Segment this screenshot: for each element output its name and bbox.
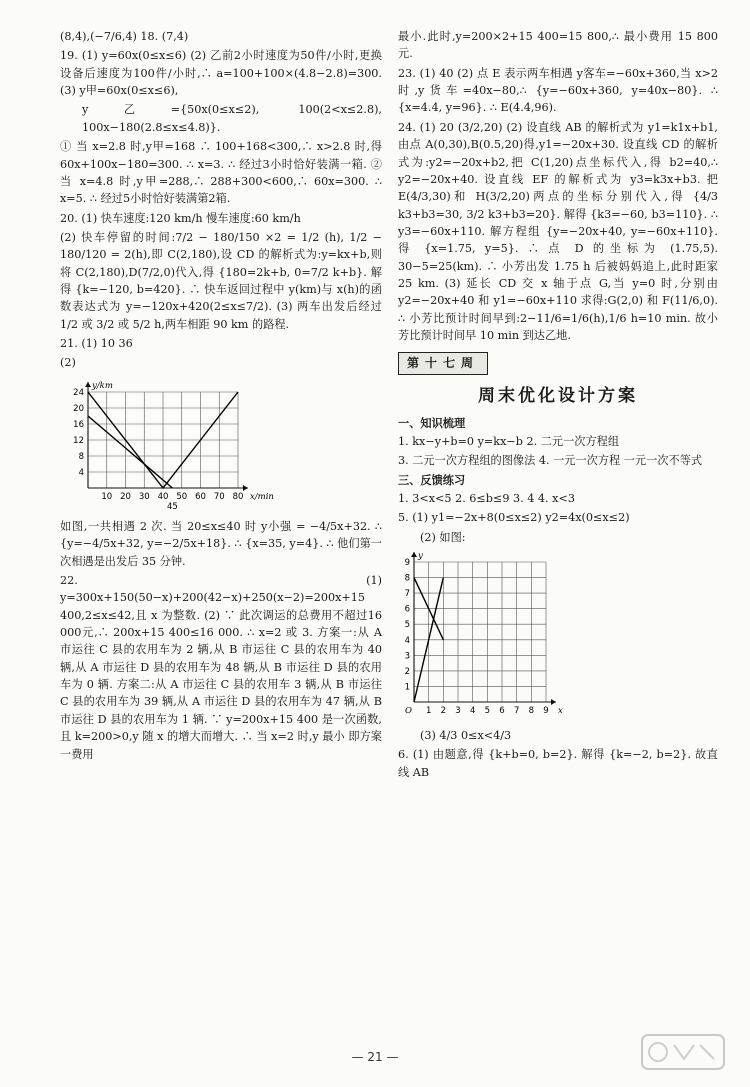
x-tick-label: 8 (528, 705, 535, 716)
left-column (60, 28, 382, 765)
y-tick-label: 12 (73, 435, 84, 446)
y-axis-label: y/km (92, 380, 113, 391)
answer-20-part2: (2) 快车停留的时间:7/2 − 180/150 ×2 = 1/2 (h), 1/2 − 180/120 = 2(h),即 C(2,180),设 CD 的解析式为:y=kx+b,则将 C(2,180),D(7/2,0)代入,得 {180=2k+b, 0=7/2 k+b}. 解得 {k=−120, b=420}. ∴ 快车返回过程中 y(km)与 x(h)的函数表达式为 y=−120x+420(2≤x≤7/2). (3) 两车出发后经过 1/2 或 3/2 或 5/2 h,两车相距 90 km 的路程. (60, 230, 382, 331)
section-knowledge: 一、知识梳理 (398, 417, 466, 431)
y-axis-arrow-icon (411, 552, 417, 557)
knowledge-1-2: 1. kx−y+b=0 y=kx−b 2. 二元一次方程组 (398, 434, 620, 448)
x-tick-label: 1 (425, 705, 432, 716)
watermark-logo-icon (640, 1031, 726, 1073)
answer-19-part1: 19. (1) y=60x(0≤x≤6) (2) 乙前2小时速度为50件/小时,更换设备后速度为100件/小时,∴ a=100+100×(4.8−2.8)=300. (3) y甲=60x(0≤x≤6), (60, 49, 382, 98)
answer-23: 23. (1) 40 (2) 点 E 表示两车相遇 y客车=−60x+360,当 x>2 时,y货车=40x−80,∴ {y=−60x+360, y=40x−80}. ∴ {x=4.4, y=96}. ∴ E(4.4,96). (398, 66, 718, 115)
y-axis-arrow-icon (85, 382, 91, 387)
y-tick-label: 24 (73, 387, 84, 398)
x-tick-label: 7 (513, 705, 520, 716)
section-feedback: 三、反馈练习 (398, 474, 466, 488)
y-tick-label: 3 (404, 651, 410, 662)
y-tick-label: 8 (404, 573, 410, 584)
linear-functions-chart (398, 548, 568, 723)
x-axis-label: x (558, 705, 563, 716)
week-title: 周末优化设计方案 (478, 386, 638, 407)
x-axis-label: x/min (250, 491, 274, 502)
feedback-6: 6. (1) 由题意,得 {k+b=0, b=2}. 解得 {k=−2, b=2}. 故直线 AB (398, 748, 718, 779)
y-tick-label: 8 (78, 451, 84, 462)
answer-20-part1: 20. (1) 快车速度:120 km/h 慢车速度:60 km/h (60, 211, 301, 225)
x-tick-label: 5 (484, 705, 491, 716)
answer-22: 22. (1) y=300x+150(50−x)+200(42−x)+250(x−2)=200x+15 400,2≤x≤42,且 x 为整数. (2) ∵ 此次调运的总费用不超过16 000元,∴ 200x+15 400≤16 000. ∴ x=2 或 3. 方案一:从 A 市运往 C 县的农用车为 2 辆,从 B 市运往 C 县的农用车为 40 辆,从 A 市运往 D 县的农用车为 48 辆,从 B 市运往 D 县的农用车为 0 辆. 方案二:从 A 市运往 C 县的农用车 3 辆,从 B 市运往 C 县的农用车为 39 辆,从 A 市运往 D 县的农用车为 47 辆,从 B 市运往 D 县的农用车为 1 辆. ∵ y=200x+15 400 是一次函数,且 k=200>0,y 随 x 的增大而增大. ∴ 当 x=2 时,y 最小 即方案一费用 (60, 573, 382, 761)
x-axis-arrow-icon (551, 699, 556, 705)
origin-label: O (405, 705, 412, 716)
y-tick-label: 1 (404, 682, 410, 693)
x-tick-label: 70 (213, 491, 225, 502)
answer-21-part3: 如图,一共相遇 2 次. 当 20≤x≤40 时 y小强 = −4/5x+32. ∴ {y=−4/5x+32, y=−2/5x+18}. ∴ {x=35, y=4}. ∴ 他们第一次相遇是出发后 35 分钟. (60, 519, 382, 568)
y-tick-label: 2 (404, 666, 410, 677)
y-tick-label: 16 (73, 419, 84, 430)
x-tick-label: 10 (101, 491, 113, 502)
answer-17-18: (8,4),(−7/6,4) 18. (7,4) (60, 30, 189, 43)
x-tick-label: 50 (176, 491, 188, 502)
feedback-5-part1: 5. (1) y1=−2x+8(0≤x≤2) y2=4x(0≤x≤2) (398, 511, 630, 525)
y-tick-label: 6 (404, 604, 410, 615)
feedback-5-part3: (3) 4/3 0≤x<4/3 (420, 728, 512, 742)
x-extra-label: 45 (166, 501, 178, 512)
x-tick-label: 60 (195, 491, 206, 502)
series-line (88, 416, 172, 488)
y-axis-label: y (418, 550, 423, 561)
page-number: — 21 — (351, 1050, 399, 1064)
right-column (398, 28, 718, 783)
y-tick-label: 4 (78, 467, 84, 478)
distance-time-chart (60, 374, 274, 514)
x-tick-label: 80 (232, 491, 244, 502)
feedback-1-4: 1. 3<x<5 2. 6≤b≤9 3. 4 4. x<3 (398, 491, 575, 505)
x-tick-label: 20 (120, 491, 131, 502)
x-tick-label: 40 (157, 491, 169, 502)
answer-19-part2: ① 当 x=2.8 时,y甲=168 ∴ 100+168<300,∴ x>2.8 时,得 60x+100x−180=300. ∴ x=3. ∴ 经过3小时恰好装满一箱. ② 当 x=4.8 时,y甲=288,∴ 288+300<600,∴ 60x=300. ∴ x=5. ∴ 经过5小时恰好装满第2箱. (60, 140, 382, 206)
answer-19-piecewise: y乙={50x(0≤x≤2), 100(2<x≤2.8), 100x−180(2.8≤x≤4.8)}. (82, 103, 382, 134)
y-tick-label: 9 (404, 557, 410, 568)
y-tick-label: 7 (404, 589, 410, 600)
x-axis-arrow-icon (243, 485, 248, 491)
x-tick-label: 3 (455, 705, 461, 716)
y-tick-label: 5 (404, 620, 410, 631)
answer-24: 24. (1) 20 (3/2,20) (2) 设直线 AB 的解析式为 y1=k1x+b1,由点 A(0,30),B(0.5,20)得,y1=−20x+30. 设直线 CD 的解析式为:y2=−20x+b2,把 C(1,20)点坐标代入,得 b2=40,∴ y2=−20x+40. 设直线 EF 的解析式为 y3=k3x+b3. 把 E(4/3,30)和 H(3/2,20)两点的坐标分别代入,得 {4/3 k3+b3=30, 3/2 k3+b3=20}. 解得 {k3=−60, b3=110}. ∴ y3=−60x+110. 解方程组 {y=−20x+40, y=−60x+110}. 得 {x=1.75, y=5}. ∴ 点 D 的坐标为 (1.75,5). 30−5=25(km). ∴ 小芳出发 1.75 h 后被妈妈追上,此时距家 25 km. (3) 延长 CD 交 x 轴于点 G,当 y=0 时,分别由 y2=−20x+40 和 y1=−60x+110 求得:G(2,0) 和 F(11/6,0). ∴ 小芳比预计时间早到:2−11/6=1/6(h),1/6 h=10 min. 故小芳比预计时间早 10 min 到达乙地. (398, 120, 718, 343)
answer-22-end: 最小.此时,y=200×2+15 400=15 800,∴ 最小费用 15 800 元. (398, 30, 718, 61)
x-tick-label: 6 (499, 705, 505, 716)
week-banner: 第十七周 (398, 352, 488, 375)
answer-21-part1: 21. (1) 10 36 (60, 337, 133, 351)
y-tick-label: 20 (73, 403, 84, 414)
knowledge-3-4: 3. 二元一次方程组的图像法 4. 一元一次方程 一元一次不等式 (398, 454, 703, 468)
answer-21-part2-label: (2) (60, 356, 76, 370)
x-tick-label: 2 (440, 705, 447, 716)
x-tick-label: 9 (543, 705, 549, 716)
feedback-5-part2-label: (2) 如图: (420, 530, 466, 544)
x-tick-label: 4 (469, 705, 476, 716)
x-tick-label: 30 (138, 491, 150, 502)
y-tick-label: 4 (404, 635, 410, 646)
